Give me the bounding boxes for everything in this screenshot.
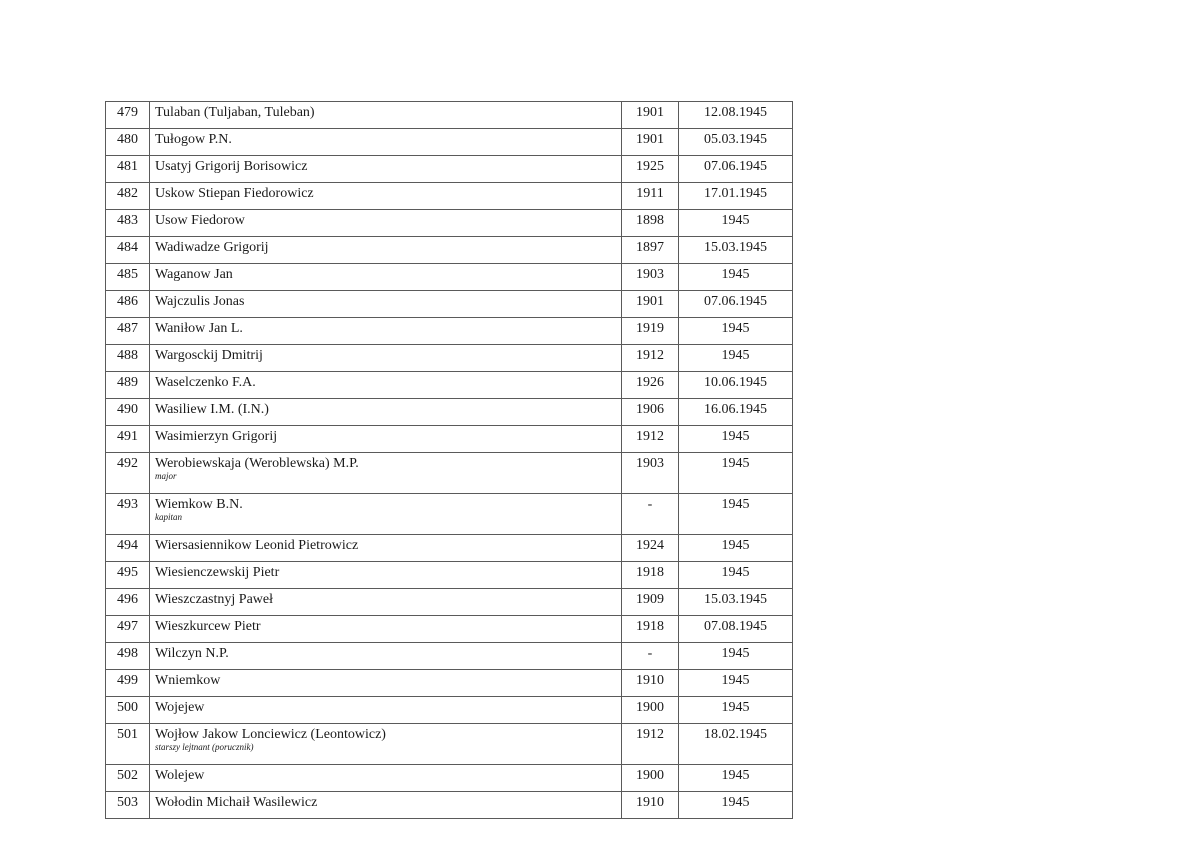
death-date: 05.03.1945 — [704, 132, 767, 147]
birth-year-cell — [622, 697, 679, 724]
row-number: 501 — [106, 724, 150, 765]
death-date-cell — [679, 670, 793, 697]
birth-year-cell — [622, 291, 679, 318]
death-date: 1945 — [721, 538, 750, 553]
row-number: 497 — [106, 616, 150, 643]
table-row — [106, 616, 793, 643]
table-row — [106, 183, 793, 210]
death-date-cell — [679, 724, 793, 765]
birth-year: 1910 — [636, 673, 664, 688]
death-date-cell — [679, 765, 793, 792]
death-date-cell — [679, 372, 793, 399]
death-date-cell — [679, 156, 793, 183]
birth-year: 1901 — [636, 105, 664, 120]
death-date: 16.06.1945 — [704, 402, 767, 417]
name-cell — [150, 765, 622, 792]
person-name: Wasimierzyn Grigorij — [155, 429, 278, 444]
birth-year: 1903 — [636, 456, 664, 471]
birth-year-cell — [622, 643, 679, 670]
name-cell — [150, 129, 622, 156]
death-date: 1945 — [721, 646, 750, 661]
row-number: 493 — [106, 494, 150, 535]
person-name: Usatyj Grigorij Borisowicz — [155, 159, 308, 174]
death-date-cell — [679, 535, 793, 562]
death-date: 1945 — [721, 795, 750, 810]
name-cell — [150, 643, 622, 670]
death-date-cell — [679, 399, 793, 426]
table-row — [106, 724, 793, 765]
name-cell — [150, 453, 622, 494]
table-row — [106, 291, 793, 318]
death-date-cell — [679, 210, 793, 237]
row-number: 495 — [106, 562, 150, 589]
name-cell — [150, 494, 622, 535]
name-cell — [150, 399, 622, 426]
birth-year: 1924 — [636, 538, 664, 553]
row-number: 484 — [106, 237, 150, 264]
row-number: 489 — [106, 372, 150, 399]
table-row — [106, 670, 793, 697]
table-row — [106, 318, 793, 345]
person-name: Wołodin Michaił Wasilewicz — [155, 795, 318, 810]
death-date-cell — [679, 792, 793, 819]
death-date: 07.08.1945 — [704, 619, 767, 634]
person-name: Wajczulis Jonas — [155, 294, 245, 309]
table-row — [106, 535, 793, 562]
death-date-cell — [679, 494, 793, 535]
person-name: Wiemkow B.N. — [155, 497, 243, 512]
death-date: 1945 — [721, 768, 750, 783]
name-cell — [150, 183, 622, 210]
name-cell — [150, 237, 622, 264]
row-number: 503 — [106, 792, 150, 819]
birth-year-cell — [622, 399, 679, 426]
birth-year: 1925 — [636, 159, 664, 174]
row-number: 490 — [106, 399, 150, 426]
person-name: Uskow Stiepan Fiedorowicz — [155, 186, 314, 201]
table-row — [106, 562, 793, 589]
death-date-cell — [679, 697, 793, 724]
birth-year-cell — [622, 494, 679, 535]
death-date-cell — [679, 426, 793, 453]
birth-year: 1926 — [636, 375, 664, 390]
name-cell — [150, 589, 622, 616]
birth-year-cell — [622, 264, 679, 291]
birth-year: - — [647, 497, 653, 512]
death-date-cell — [679, 291, 793, 318]
death-date: 1945 — [721, 429, 750, 444]
row-number: 488 — [106, 345, 150, 372]
birth-year: 1918 — [636, 565, 664, 580]
birth-year: 1919 — [636, 321, 664, 336]
table-row — [106, 697, 793, 724]
name-cell — [150, 372, 622, 399]
name-cell — [150, 318, 622, 345]
military-rank: major — [155, 471, 177, 481]
table-row — [106, 765, 793, 792]
birth-year: - — [647, 646, 653, 661]
death-date: 17.01.1945 — [704, 186, 767, 201]
birth-year: 1903 — [636, 267, 664, 282]
death-date-cell — [679, 616, 793, 643]
person-name: Wadiwadze Grigorij — [155, 240, 269, 255]
birth-year-cell — [622, 318, 679, 345]
name-cell — [150, 724, 622, 765]
birth-year-cell — [622, 535, 679, 562]
name-cell — [150, 535, 622, 562]
birth-year-cell — [622, 589, 679, 616]
name-cell — [150, 102, 622, 129]
table-row — [106, 372, 793, 399]
birth-year: 1901 — [636, 132, 664, 147]
death-date: 1945 — [721, 497, 750, 512]
death-date: 15.03.1945 — [704, 240, 767, 255]
person-name: Wasiliew I.M. (I.N.) — [155, 402, 269, 417]
death-date-cell — [679, 129, 793, 156]
death-date-cell — [679, 643, 793, 670]
death-date-cell — [679, 562, 793, 589]
table-row — [106, 792, 793, 819]
person-name: Waganow Jan — [155, 267, 233, 282]
name-cell — [150, 264, 622, 291]
row-number: 483 — [106, 210, 150, 237]
birth-year-cell — [622, 670, 679, 697]
table-row — [106, 264, 793, 291]
birth-year: 1897 — [636, 240, 664, 255]
name-cell — [150, 616, 622, 643]
birth-year: 1912 — [636, 429, 664, 444]
row-number: 500 — [106, 697, 150, 724]
death-date: 1945 — [721, 321, 750, 336]
table-row — [106, 129, 793, 156]
row-number: 485 — [106, 264, 150, 291]
table-row — [106, 589, 793, 616]
birth-year-cell — [622, 156, 679, 183]
birth-year-cell — [622, 372, 679, 399]
row-number: 479 — [106, 102, 150, 129]
row-number: 494 — [106, 535, 150, 562]
birth-year-cell — [622, 345, 679, 372]
death-date-cell — [679, 183, 793, 210]
death-date-cell — [679, 264, 793, 291]
name-cell — [150, 426, 622, 453]
person-name: Wiersasiennikow Leonid Pietrowicz — [155, 538, 359, 553]
name-cell — [150, 792, 622, 819]
death-date: 15.03.1945 — [704, 592, 767, 607]
table-row — [106, 210, 793, 237]
birth-year-cell — [622, 792, 679, 819]
birth-year: 1898 — [636, 213, 664, 228]
military-rank: kapitan — [155, 512, 182, 522]
person-name: Wojejew — [155, 700, 205, 715]
person-name: Wniemkow — [155, 673, 221, 688]
row-number: 482 — [106, 183, 150, 210]
table-row — [106, 643, 793, 670]
birth-year-cell — [622, 102, 679, 129]
person-name: Tułogow P.N. — [155, 132, 232, 147]
birth-year: 1918 — [636, 619, 664, 634]
person-name: Usow Fiedorow — [155, 213, 245, 228]
death-date: 1945 — [721, 456, 750, 471]
death-date-cell — [679, 237, 793, 264]
table-row — [106, 453, 793, 494]
person-name: Wieszkurcew Pietr — [155, 619, 261, 634]
death-date: 07.06.1945 — [704, 294, 767, 309]
person-name: Wilczyn N.P. — [155, 646, 229, 661]
row-number: 492 — [106, 453, 150, 494]
person-name: Wargosckij Dmitrij — [155, 348, 263, 363]
person-name: Waselczenko F.A. — [155, 375, 256, 390]
military-rank: starszy lejtnant (porucznik) — [155, 742, 254, 752]
death-date-cell — [679, 589, 793, 616]
row-number: 499 — [106, 670, 150, 697]
records-table — [105, 101, 793, 819]
person-name: Tulaban (Tuljaban, Tuleban) — [155, 105, 315, 120]
name-cell — [150, 697, 622, 724]
person-name: Wiesienczewskij Pietr — [155, 565, 280, 580]
name-cell — [150, 156, 622, 183]
birth-year-cell — [622, 183, 679, 210]
person-name: Wolejew — [155, 768, 205, 783]
row-number: 486 — [106, 291, 150, 318]
table-row — [106, 426, 793, 453]
person-name: Werobiewskaja (Weroblewska) M.P. — [155, 456, 359, 471]
table-row — [106, 237, 793, 264]
death-date: 12.08.1945 — [704, 105, 767, 120]
birth-year-cell — [622, 616, 679, 643]
birth-year: 1900 — [636, 768, 664, 783]
death-date: 1945 — [721, 673, 750, 688]
birth-year: 1901 — [636, 294, 664, 309]
death-date: 1945 — [721, 213, 750, 228]
birth-year: 1912 — [636, 348, 664, 363]
birth-year-cell — [622, 426, 679, 453]
death-date: 07.06.1945 — [704, 159, 767, 174]
death-date: 1945 — [721, 267, 750, 282]
birth-year: 1900 — [636, 700, 664, 715]
death-date: 10.06.1945 — [704, 375, 767, 390]
table-row — [106, 156, 793, 183]
death-date: 18.02.1945 — [704, 727, 767, 742]
birth-year-cell — [622, 210, 679, 237]
birth-year-cell — [622, 562, 679, 589]
table-row — [106, 345, 793, 372]
death-date-cell — [679, 102, 793, 129]
person-name: Wieszczastnyj Paweł — [155, 592, 274, 607]
birth-year-cell — [622, 453, 679, 494]
death-date: 1945 — [721, 348, 750, 363]
birth-year: 1912 — [636, 727, 664, 742]
birth-year-cell — [622, 765, 679, 792]
death-date-cell — [679, 345, 793, 372]
table-row — [106, 399, 793, 426]
row-number: 496 — [106, 589, 150, 616]
row-number: 491 — [106, 426, 150, 453]
birth-year: 1909 — [636, 592, 664, 607]
death-date-cell — [679, 318, 793, 345]
row-number: 487 — [106, 318, 150, 345]
name-cell — [150, 291, 622, 318]
death-date: 1945 — [721, 700, 750, 715]
name-cell — [150, 210, 622, 237]
row-number: 480 — [106, 129, 150, 156]
birth-year-cell — [622, 237, 679, 264]
records-table-body — [106, 102, 793, 819]
table-row — [106, 494, 793, 535]
birth-year: 1906 — [636, 402, 664, 417]
death-date-cell — [679, 453, 793, 494]
row-number: 498 — [106, 643, 150, 670]
row-number: 481 — [106, 156, 150, 183]
name-cell — [150, 345, 622, 372]
birth-year: 1911 — [636, 186, 664, 201]
birth-year-cell — [622, 129, 679, 156]
person-name: Waniłow Jan L. — [155, 321, 243, 336]
name-cell — [150, 562, 622, 589]
name-cell — [150, 670, 622, 697]
person-name: Wojłow Jakow Lonciewicz (Leontowicz) — [155, 727, 386, 742]
death-date: 1945 — [721, 565, 750, 580]
birth-year: 1910 — [636, 795, 664, 810]
birth-year-cell — [622, 724, 679, 765]
table-row — [106, 102, 793, 129]
row-number: 502 — [106, 765, 150, 792]
